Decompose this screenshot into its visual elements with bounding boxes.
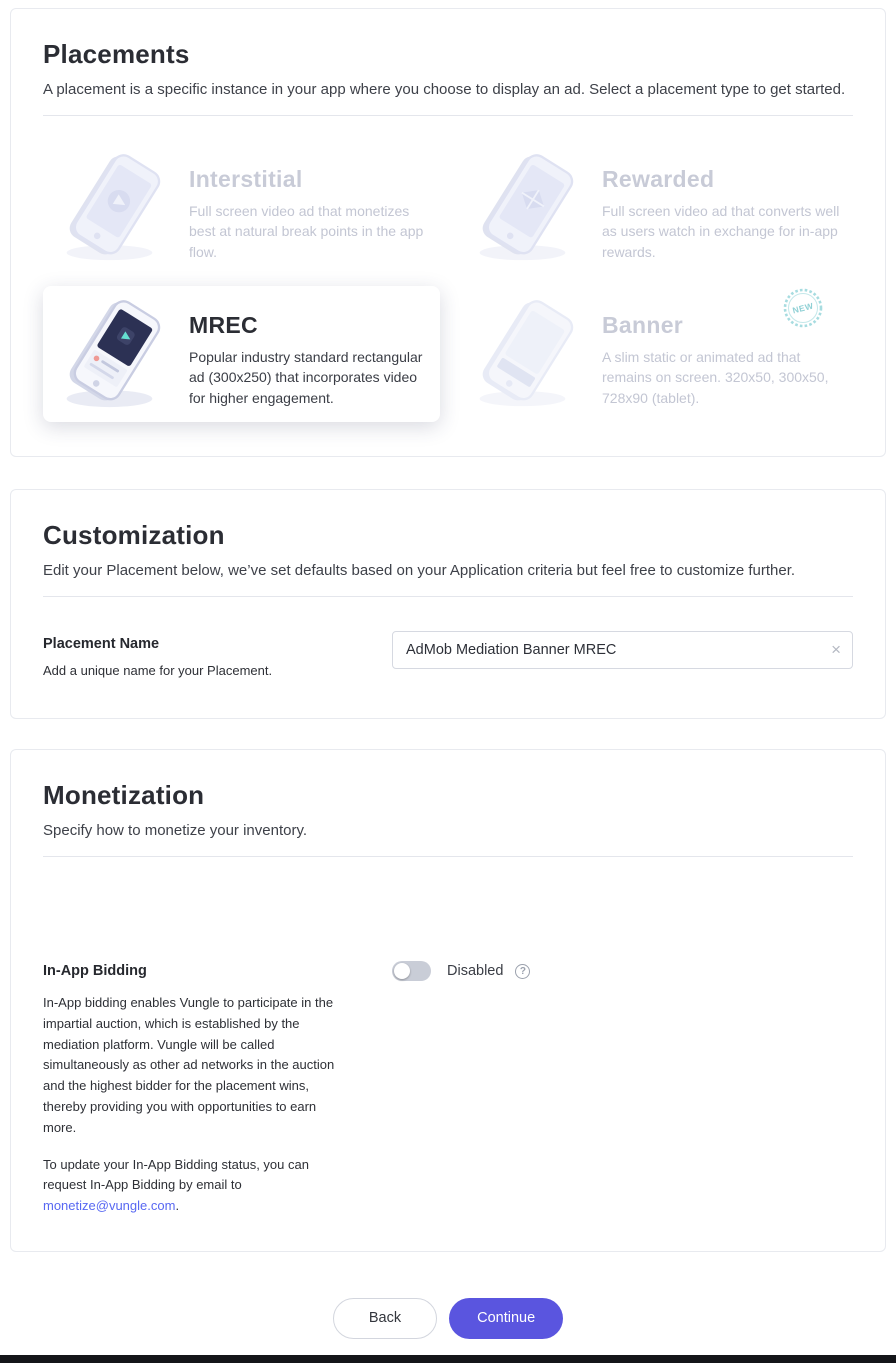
in-app-bidding-text-col bbox=[43, 963, 392, 1217]
placement-type-description: A slim static or animated ad that remains on screen. 320x50, 300x50, 728x90 (tablet). bbox=[602, 349, 829, 406]
placements-subtitle: A placement is a specific instance in your app where you choose to display an ad. Select a placement type to get started. bbox=[43, 81, 846, 98]
bidding-note-text: To update your In-App Bidding status, you can request In-App Bidding by email to bbox=[43, 1156, 309, 1193]
rewarded-phone-icon bbox=[468, 154, 590, 262]
in-app-bidding-status: Disabled bbox=[447, 963, 504, 979]
placement-type-title: Banner bbox=[602, 312, 684, 338]
footer-actions bbox=[0, 1298, 896, 1363]
placement-name-label: Placement Name bbox=[43, 636, 160, 652]
in-app-bidding-toggle[interactable] bbox=[392, 961, 431, 981]
continue-button[interactable]: Continue bbox=[449, 1298, 563, 1339]
placement-type-text bbox=[189, 312, 428, 408]
in-app-bidding-control bbox=[392, 961, 530, 981]
placement-type-interstitial[interactable] bbox=[43, 140, 440, 276]
interstitial-phone-icon bbox=[55, 154, 177, 262]
placement-type-description: Popular industry standard rectangular ad (300x250) that incorporates video for higher engagement. bbox=[189, 349, 423, 406]
bottom-bar bbox=[0, 1355, 896, 1363]
placement-type-title: MREC bbox=[189, 312, 258, 338]
customization-subtitle: Edit your Placement below, we’ve set defaults based on your Application criteria but feel free to customize further. bbox=[43, 562, 796, 579]
new-badge-label: NEW bbox=[791, 300, 815, 316]
placement-type-rewarded[interactable] bbox=[456, 140, 853, 276]
placements-card bbox=[10, 8, 886, 457]
email-link[interactable]: monetize@vungle.com bbox=[43, 1198, 176, 1214]
placement-type-title: Interstitial bbox=[189, 166, 303, 192]
divider bbox=[43, 596, 853, 597]
placement-name-label-col bbox=[43, 631, 392, 678]
in-app-bidding-row bbox=[43, 963, 853, 1217]
placement-name-helper: Add a unique name for your Placement. bbox=[43, 663, 273, 678]
new-badge bbox=[783, 288, 823, 328]
placement-type-description: Full screen video ad that monetizes best at natural break points in the app flow. bbox=[189, 203, 424, 260]
mrec-phone-icon bbox=[55, 300, 177, 408]
new-badge-stamp bbox=[783, 288, 823, 328]
banner-phone-icon bbox=[468, 300, 590, 408]
in-app-bidding-label: In-App Bidding bbox=[43, 963, 147, 979]
in-app-bidding-note bbox=[43, 1155, 348, 1217]
toggle-knob bbox=[394, 963, 410, 979]
placements-title: Placements bbox=[43, 39, 190, 69]
back-button[interactable]: Back bbox=[333, 1298, 437, 1339]
placement-type-mrec[interactable] bbox=[43, 286, 440, 422]
placement-name-input[interactable] bbox=[392, 631, 853, 669]
placement-type-description: Full screen video ad that converts well as users watch in exchange for in-app rewards. bbox=[602, 203, 840, 260]
placement-type-title: Rewarded bbox=[602, 166, 715, 192]
placement-type-text bbox=[602, 166, 841, 262]
monetization-card bbox=[10, 749, 886, 1252]
bidding-note-period: . bbox=[175, 1198, 180, 1214]
help-icon[interactable]: ? bbox=[515, 964, 530, 979]
divider bbox=[43, 115, 853, 116]
placement-type-banner[interactable] bbox=[456, 286, 853, 422]
clear-input-icon[interactable]: × bbox=[831, 640, 841, 660]
monetization-subtitle: Specify how to monetize your inventory. bbox=[43, 822, 308, 839]
placement-type-text bbox=[189, 166, 428, 262]
placement-name-row bbox=[43, 631, 853, 678]
placement-type-grid bbox=[43, 140, 853, 422]
divider bbox=[43, 856, 853, 857]
customization-title: Customization bbox=[43, 520, 225, 550]
customization-card bbox=[10, 489, 886, 719]
placement-name-input-wrap bbox=[392, 631, 853, 669]
monetization-title: Monetization bbox=[43, 780, 205, 810]
in-app-bidding-description: In-App bidding enables Vungle to participate in the impartial auction, which is established by the mediation platform. Vungle will be called simultaneously as other ad networks in the auction and the highest bidder for the placement wins, thereby providing you with opportunities to earn more. bbox=[43, 995, 335, 1135]
